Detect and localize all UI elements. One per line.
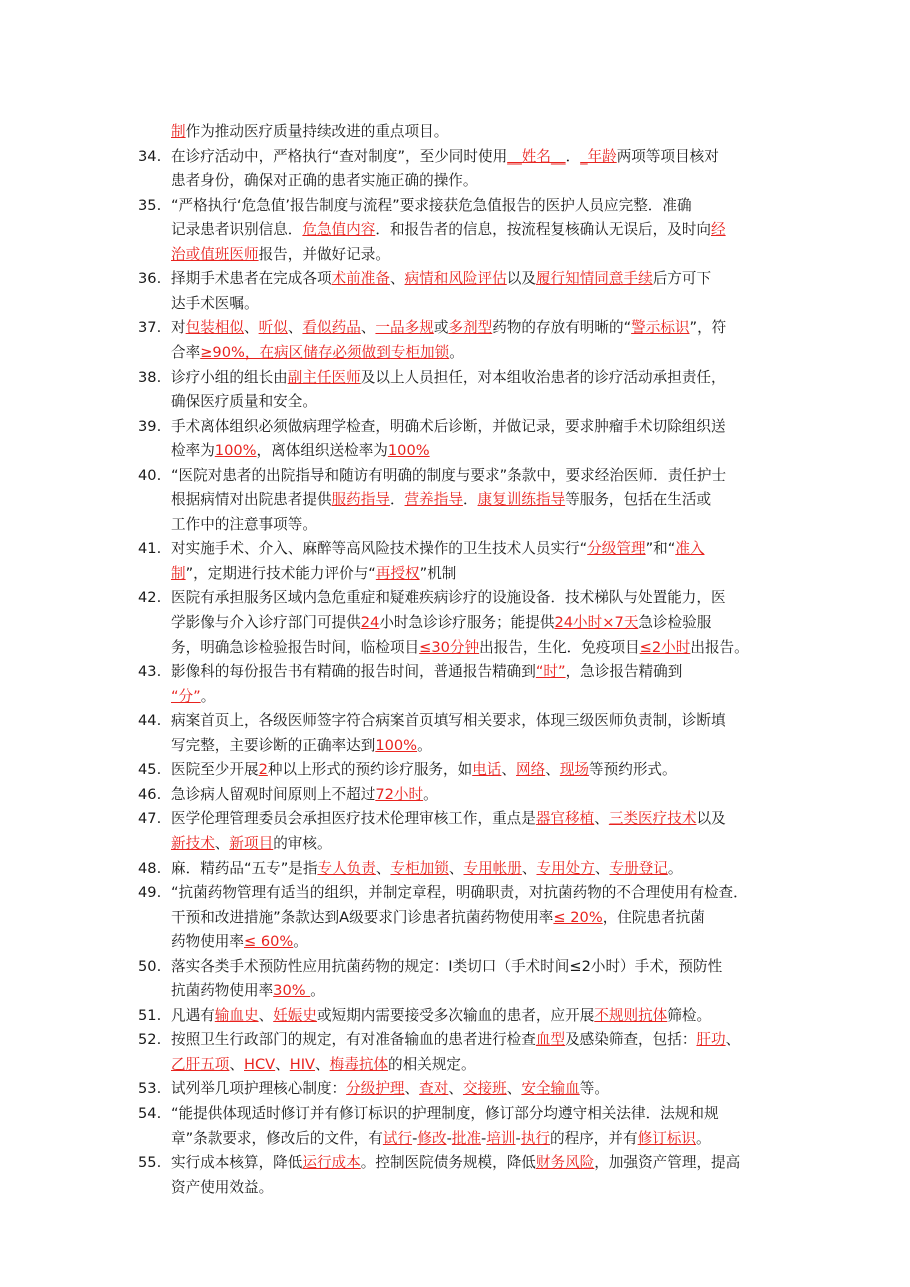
answer-text: 危急值内容 xyxy=(302,221,376,238)
body-text: “医院对患者的出院指导和随访有明确的制度与要求”条款中，要求经治医师．责任护士 xyxy=(171,467,727,484)
body-text: 择期手术患者在完成各项 xyxy=(171,270,332,287)
body-text: 。 xyxy=(667,860,683,877)
body-text: 两项等项目核对 xyxy=(616,148,719,165)
body-text: 手术离体组织必须做病理学检查，明确术后诊断，并做记录，要求肿瘤手术切除组织送 xyxy=(171,418,726,435)
body-text: 小时急诊诊疗服务；能提供 xyxy=(379,614,555,631)
item-number: 36. xyxy=(138,270,162,287)
text-line xyxy=(171,660,682,684)
body-text: ”机制 xyxy=(419,565,457,582)
answer-text: 修改 xyxy=(417,1130,447,1147)
answer-text: HCV xyxy=(244,1056,276,1073)
answer-text: 营养指导 xyxy=(404,491,463,508)
answer-text: 电话 xyxy=(472,761,502,778)
answer-text: 专用帐册 xyxy=(463,860,522,877)
item-number: 46. xyxy=(138,786,162,803)
answer-text: 修订标识 xyxy=(637,1130,696,1147)
answer-text: 听似 xyxy=(258,319,288,336)
text-line xyxy=(171,930,308,954)
body-text: ”和“ xyxy=(645,540,676,557)
body-text: 。 xyxy=(200,688,216,705)
text-line xyxy=(171,1102,719,1126)
body-text: - xyxy=(515,1130,521,1147)
text-line xyxy=(171,955,722,979)
answer-text: 分级管理 xyxy=(587,540,646,557)
body-text: 、 xyxy=(287,319,303,336)
body-text: 、 xyxy=(375,860,391,877)
body-text: 对实施手术、介入、麻醉等高风险技术操作的卫生技术人员实行“ xyxy=(171,540,588,557)
text-line xyxy=(171,439,430,463)
answer-text: 100% xyxy=(375,737,418,754)
text-line xyxy=(171,1028,740,1052)
body-text: 务，明确急诊检验报告时间，临检项目 xyxy=(171,639,420,656)
item-number: 42. xyxy=(138,589,162,606)
answer-text: 输血史 xyxy=(214,1007,259,1024)
answer-text: ≤ 20% xyxy=(553,909,603,926)
body-text: ，离体组织送检率为 xyxy=(256,442,388,459)
text-line xyxy=(171,562,456,586)
answer-text: 30% xyxy=(273,982,311,999)
body-text: 及以上人员担任，对本组收治患者的诊疗活动承担责任， xyxy=(360,369,726,386)
body-text: 。 xyxy=(310,982,325,999)
answer-text: 网络 xyxy=(516,761,546,778)
text-line xyxy=(171,267,711,291)
body-text: 或 xyxy=(433,319,449,336)
body-text: 急诊病人留观时间原则上不超过 xyxy=(171,786,376,803)
body-text: 医院有承担服务区域内急危重症和疑难疾病诊疗的设施设备．技术梯队与处置能力，医 xyxy=(171,589,726,606)
body-text: ，加强资产管理，提高 xyxy=(594,1154,741,1171)
body-text: 麻．精药品“五专”是指 xyxy=(171,860,318,877)
text-line xyxy=(171,194,692,218)
body-text: 等预约形式。 xyxy=(589,761,677,778)
answer-text: 专册登记 xyxy=(609,860,668,877)
body-text: 医学伦理管理委员会承担医疗技术伦理审核工作，重点是 xyxy=(171,810,536,827)
answer-text: 包装相似 xyxy=(185,319,244,336)
text-line xyxy=(171,611,711,635)
body-text: “严格执行‘危急值’报告制度与流程”要求接获危急值报告的医护人员应完整．准确 xyxy=(171,197,692,214)
answer-text: HIV xyxy=(289,1056,316,1073)
body-text: 诊疗小组的组长由 xyxy=(171,369,288,386)
answer-text: 试行 xyxy=(382,1130,413,1147)
answer-text: 专用处方 xyxy=(536,860,595,877)
answer-text: 再授权 xyxy=(375,565,420,582)
body-text: 、 xyxy=(594,860,610,877)
answer-text: 查对 xyxy=(419,1080,449,1097)
item-number: 34. xyxy=(138,148,162,165)
body-text: 作为推动医疗质量持续改进的重点项目。 xyxy=(185,123,449,140)
body-text: 、 xyxy=(521,860,537,877)
body-text: 学影像与介入诊疗部门可提供 xyxy=(171,614,361,631)
answer-text: 妊娠史 xyxy=(273,1007,317,1024)
answer-text: 财务风险 xyxy=(535,1154,595,1171)
text-line xyxy=(171,881,748,905)
body-text: 、 xyxy=(501,761,517,778)
text-line xyxy=(171,464,726,488)
body-text: 试列举几项护理核心制度： xyxy=(171,1080,347,1097)
answer-text: 三类医疗技术 xyxy=(608,810,697,827)
answer-text: 制 xyxy=(171,123,186,140)
answer-text: 100% xyxy=(387,442,430,459)
body-text: 的相关规定。 xyxy=(388,1056,476,1073)
answer-text: 新技术 xyxy=(171,835,215,852)
answer-text: ≤30分钟 xyxy=(419,639,480,656)
text-line xyxy=(171,1077,609,1101)
answer-text: 专柜加锁 xyxy=(390,344,450,361)
text-line xyxy=(171,292,259,316)
answer-text: 病情和风险评估 xyxy=(404,270,507,287)
text-line xyxy=(171,709,726,733)
text-line xyxy=(171,636,749,660)
answer-text: 履行知情同意手续 xyxy=(535,270,653,287)
item-number: 54. xyxy=(138,1105,162,1122)
body-text: 出报告，生化．免疫项目 xyxy=(479,639,640,656)
item-number: 53. xyxy=(138,1080,162,1097)
answer-text: 一品多规 xyxy=(375,319,434,336)
text-line xyxy=(171,1127,711,1151)
body-text: 的程序，并有 xyxy=(550,1130,638,1147)
answer-text: 器官移植 xyxy=(535,810,595,827)
body-text: 或短期内需要接受多次输血的患者，应开展 xyxy=(317,1007,595,1024)
body-text: 凡遇有 xyxy=(171,1007,215,1024)
body-text: 以及 xyxy=(506,270,536,287)
answer-text: “时” xyxy=(535,663,566,680)
body-text: 、 xyxy=(214,835,230,852)
body-text: ，急诊报告精确到 xyxy=(565,663,683,680)
answer-text: 批准 xyxy=(451,1130,482,1147)
body-text: ，住院患者抗菌 xyxy=(602,909,705,926)
body-text: 合率 xyxy=(171,344,201,361)
answer-text: 治或值班医师 xyxy=(171,246,259,263)
answer-text: 24小时×7天 xyxy=(554,614,639,631)
item-number: 41. xyxy=(138,540,162,557)
body-text: 药物的存放有明晰的“ xyxy=(492,319,632,336)
text-line xyxy=(171,783,438,807)
answer-text: 新项目 xyxy=(229,835,274,852)
body-text: 等服务，包括在生活或 xyxy=(565,491,712,508)
body-text: 根据病情对出院患者提供 xyxy=(171,491,332,508)
text-line xyxy=(171,243,390,267)
body-text: 患者身份，确保对正确的患者实施正确的操作。 xyxy=(171,172,478,189)
body-text: 。控制医院债务规模，降低 xyxy=(360,1154,536,1171)
item-number: 49. xyxy=(138,884,162,901)
item-number: 55. xyxy=(138,1154,162,1171)
body-text: - xyxy=(412,1130,418,1147)
answer-text: _年龄 xyxy=(580,148,617,165)
item-number: 52. xyxy=(138,1031,162,1048)
answer-text: 多剂型 xyxy=(448,319,493,336)
body-text: 在诊疗活动中，严格执行“查对制度”，至少同时使用 xyxy=(171,148,508,165)
body-text: 、 xyxy=(360,319,376,336)
body-text: ”，定期进行技术能力评价与“ xyxy=(185,565,376,582)
answer-text: 乙肝五项 xyxy=(171,1056,230,1073)
text-line xyxy=(171,832,332,856)
answer-text: 培训 xyxy=(486,1130,516,1147)
body-text: 、 xyxy=(244,319,259,336)
body-text: 记录患者识别信息． xyxy=(171,221,303,238)
answer-text: 副主任医师 xyxy=(287,369,361,386)
answer-text: 术前准备 xyxy=(331,270,390,287)
body-text: 等。 xyxy=(579,1080,609,1097)
answer-text: 肝功 xyxy=(696,1031,726,1048)
answer-text: 警示标识 xyxy=(631,319,690,336)
body-text: 、 xyxy=(389,270,405,287)
text-line xyxy=(171,685,215,709)
body-text: - xyxy=(446,1130,452,1147)
body-text: 抗菌药物使用率 xyxy=(171,982,274,999)
body-text: ．和报告者的信息，按流程复核确认无误后，及时向 xyxy=(375,221,712,238)
body-text: 影像科的每份报告书有精确的报告时间，普通报告精确到 xyxy=(171,663,536,680)
text-line xyxy=(171,390,317,414)
body-text: 、 xyxy=(315,1056,330,1073)
body-text: 。 xyxy=(695,1130,711,1147)
answer-text: __姓名__ xyxy=(507,148,566,165)
answer-text: 72小时 xyxy=(375,786,424,803)
text-line xyxy=(171,734,432,758)
body-text: 。 xyxy=(293,933,308,950)
body-text: 。 xyxy=(423,786,438,803)
body-text: 及感染筛查，包括： xyxy=(565,1031,697,1048)
text-line xyxy=(171,1176,273,1200)
body-text: 以及 xyxy=(696,810,726,827)
answer-text: 24 xyxy=(360,614,380,631)
text-line xyxy=(171,586,726,610)
body-text: 医院至少开展 xyxy=(171,761,259,778)
body-text: 工作中的注意事项等。 xyxy=(171,516,317,533)
body-text: 、 xyxy=(448,1080,463,1097)
body-text: 药物使用率 xyxy=(171,933,244,950)
answer-text: 经 xyxy=(711,221,726,238)
body-text: 的审核。 xyxy=(273,835,332,852)
text-line xyxy=(171,341,464,365)
text-line xyxy=(171,218,726,242)
body-text: 、 xyxy=(545,761,560,778)
answer-text: 执行 xyxy=(520,1130,551,1147)
text-line xyxy=(171,513,317,537)
answer-text: 不规则抗体 xyxy=(594,1007,668,1024)
item-number: 43. xyxy=(138,663,162,680)
text-line xyxy=(171,1151,740,1175)
body-text: 筛检。 xyxy=(667,1007,712,1024)
item-number: 40. xyxy=(138,467,162,484)
body-text: 、 xyxy=(506,1080,522,1097)
body-text: 实行成本核算，降低 xyxy=(171,1154,303,1171)
body-text: “能提供体现适时修订并有修订标识的护理制度，修订部分均遵守相关法律．法规和规 xyxy=(171,1105,719,1122)
item-number: 44. xyxy=(138,712,162,729)
text-line xyxy=(171,758,677,782)
body-text: 、 xyxy=(725,1031,741,1048)
body-text: 。 xyxy=(449,344,464,361)
body-text: 对 xyxy=(171,319,186,336)
text-line xyxy=(171,366,726,390)
text-line xyxy=(171,979,325,1003)
body-text: 按照卫生行政部门的规定，有对准备输血的患者进行检查 xyxy=(171,1031,536,1048)
body-text: 、 xyxy=(404,1080,420,1097)
answer-text: 专人负责 xyxy=(317,860,376,877)
body-text: 达手术医嘱。 xyxy=(171,295,259,312)
body-text: 急诊检验服 xyxy=(638,614,712,631)
text-line xyxy=(171,488,711,512)
answer-text: ≤2小时 xyxy=(639,639,691,656)
body-text: 确保医疗质量和安全。 xyxy=(171,393,317,410)
body-text: 干预和改进措施”条款达到A级要求门诊患者抗菌药物使用率 xyxy=(171,909,554,926)
answer-text: 准入 xyxy=(675,540,705,557)
body-text: 章”条款要求，修改后的文件，有 xyxy=(171,1130,383,1147)
body-text: 种以上形式的预约诊疗服务，如 xyxy=(267,761,473,778)
item-number: 47. xyxy=(138,810,162,827)
body-text: “抗菌药物管理有适当的组织，并制定章程，明确职责，对抗菌药物的不合理使用有检查． xyxy=(171,884,748,901)
body-text: 、 xyxy=(275,1056,290,1073)
body-text: 资产使用效益。 xyxy=(171,1179,274,1196)
answer-text: 2 xyxy=(258,761,268,778)
body-text: 、 xyxy=(448,860,464,877)
text-line xyxy=(171,169,477,193)
body-text: 写完整，主要诊断的正确率达到 xyxy=(171,737,376,754)
body-text: 、 xyxy=(258,1007,274,1024)
body-text: 后方可下 xyxy=(652,270,712,287)
answer-text: 看似药品 xyxy=(302,319,361,336)
answer-text: 安全输血 xyxy=(521,1080,580,1097)
body-text: ． xyxy=(462,491,478,508)
item-number: 35. xyxy=(138,197,162,214)
text-line xyxy=(171,120,448,144)
answer-text: 梅毒抗体 xyxy=(329,1056,389,1073)
item-number: 38. xyxy=(138,369,162,386)
answer-text: 康复训练指导 xyxy=(477,491,566,508)
body-text: 病案首页上，各级医师签字符合病案首页填写相关要求，体现三级医师负责制，诊断填 xyxy=(171,712,726,729)
answer-text: 交接班 xyxy=(462,1080,507,1097)
answer-text: “分” xyxy=(171,688,201,705)
answer-text: ≤ 60% xyxy=(243,933,294,950)
text-line xyxy=(171,316,726,340)
item-number: 39. xyxy=(138,418,162,435)
answer-text: 制 xyxy=(171,565,186,582)
text-line xyxy=(171,537,705,561)
answer-text: 分级护理 xyxy=(346,1080,405,1097)
body-text: ． xyxy=(389,491,405,508)
body-text: - xyxy=(481,1130,487,1147)
body-text: 、 xyxy=(594,810,609,827)
answer-text: 现场 xyxy=(559,761,590,778)
text-line xyxy=(171,1004,711,1028)
item-number: 45. xyxy=(138,761,162,778)
body-text: ”，符 xyxy=(689,319,727,336)
answer-text: 100% xyxy=(214,442,257,459)
body-text: 。 xyxy=(417,737,432,754)
text-line xyxy=(171,1053,476,1077)
item-number: 48. xyxy=(138,860,162,877)
body-text: 检率为 xyxy=(171,442,215,459)
text-line xyxy=(171,906,705,930)
item-number: 37. xyxy=(138,319,162,336)
answer-text: 血型 xyxy=(535,1031,566,1048)
body-text: 报告，并做好记录。 xyxy=(258,246,390,263)
answer-text: ≥90%，在病区储存必须做到 xyxy=(200,344,391,361)
body-text: 落实各类手术预防性应用抗菌药物的规定：Ⅰ类切口（手术时间≤2小时）手术，预防性 xyxy=(171,958,723,975)
body-text: 、 xyxy=(229,1056,244,1073)
answer-text: 运行成本 xyxy=(302,1154,361,1171)
text-line xyxy=(171,415,726,439)
body-text: 出报告。 xyxy=(690,639,749,656)
answer-text: 专柜加锁 xyxy=(390,860,449,877)
item-number: 51. xyxy=(138,1007,162,1024)
text-line xyxy=(171,145,719,169)
answer-text: 服药指导 xyxy=(331,491,390,508)
item-number: 50. xyxy=(138,958,162,975)
body-text: ． xyxy=(565,148,581,165)
text-line xyxy=(171,857,682,881)
text-line xyxy=(171,807,726,831)
